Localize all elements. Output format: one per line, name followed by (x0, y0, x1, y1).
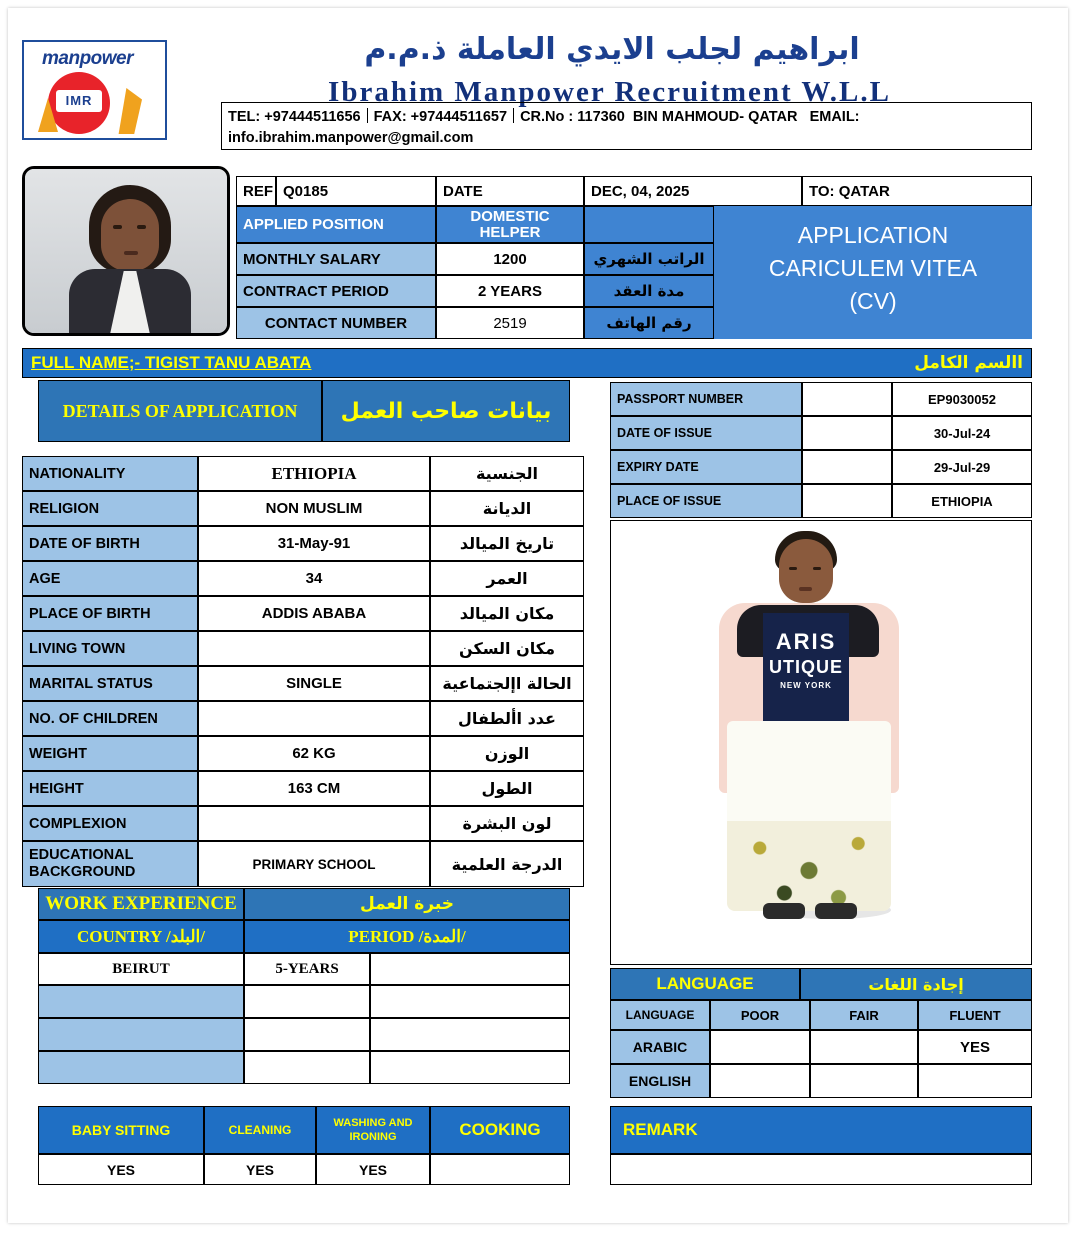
language-col-0: LANGUAGE (610, 1000, 710, 1030)
work-row-0-country: BEIRUT (38, 953, 244, 985)
contract-period-value: 2 YEARS (436, 275, 584, 307)
contract-period-arabic: مدة العقد (584, 275, 714, 307)
skill-label-0: BABY SITTING (38, 1106, 204, 1154)
applicant-portrait-photo (22, 166, 230, 336)
work-col-period: PERIOD /المدة/ (244, 920, 570, 953)
language-row-0-fair (810, 1030, 918, 1064)
detail-label-10: COMPLEXION (22, 806, 198, 841)
detail-value-10 (198, 806, 430, 841)
work-row-1-country (38, 985, 244, 1018)
company-tel: TEL: +97444511656 (228, 109, 361, 125)
passport-label-2: EXPIRY DATE (610, 450, 802, 484)
monthly-salary-arabic: الراتب الشهري (584, 243, 714, 275)
detail-arabic-7: عدد األطفال (430, 701, 584, 736)
language-row-1-fluent (918, 1064, 1032, 1098)
monthly-salary-value: 1200 (436, 243, 584, 275)
application-cv-box-filler (714, 316, 1032, 339)
detail-arabic-9: الطول (430, 771, 584, 806)
applied-position-value: DOMESTIC HELPER (436, 206, 584, 243)
detail-value-4: ADDIS ABABA (198, 596, 430, 631)
company-arabic-title: ابراهيم لجلب الايدي العاملة ذ.م.م (364, 32, 860, 67)
detail-value-7 (198, 701, 430, 736)
detail-label-3: AGE (22, 561, 198, 596)
language-row-0-name: ARABIC (610, 1030, 710, 1064)
detail-value-1: NON MUSLIM (198, 491, 430, 526)
passport-label-1: DATE OF ISSUE (610, 416, 802, 450)
passport-blank-0 (802, 382, 892, 416)
detail-label-2: DATE OF BIRTH (22, 526, 198, 561)
contact-number-value: 2519 (436, 307, 584, 339)
work-row-2-period (244, 1018, 370, 1051)
detail-value-0: ETHIOPIA (198, 456, 430, 491)
company-email-label: EMAIL: (809, 109, 860, 125)
detail-arabic-4: مكان الميالد (430, 596, 584, 631)
language-col-1: POOR (710, 1000, 810, 1030)
language-row-1-fair (810, 1064, 918, 1098)
company-english-title: Ibrahim Manpower Recruitment W.L.L (328, 76, 891, 108)
skill-value-3 (430, 1154, 570, 1185)
photo-shirt-text-3: NEW YORK (780, 681, 832, 690)
logo-circle-icon (48, 72, 110, 134)
passport-label-3: PLACE OF ISSUE (610, 484, 802, 518)
detail-value-5 (198, 631, 430, 666)
detail-arabic-8: الوزن (430, 736, 584, 771)
company-logo (22, 40, 167, 140)
remark-label: REMARK (610, 1106, 1032, 1154)
date-value: DEC, 04, 2025 (584, 176, 802, 206)
work-row-3-extra (370, 1051, 570, 1084)
passport-label-0: PASSPORT NUMBER (610, 382, 802, 416)
language-row-1-name: ENGLISH (610, 1064, 710, 1098)
passport-blank-1 (802, 416, 892, 450)
work-row-0-period: 5-YEARS (244, 953, 370, 985)
skill-value-2: YES (316, 1154, 430, 1185)
detail-label-5: LIVING TOWN (22, 631, 198, 666)
photo-shirt-text-2: UTIQUE (768, 657, 843, 677)
detail-label-7: NO. OF CHILDREN (22, 701, 198, 736)
remark-value (610, 1154, 1032, 1185)
monthly-salary-label: MONTHLY SALARY (236, 243, 436, 275)
detail-label-1: RELIGION (22, 491, 198, 526)
skill-value-0: YES (38, 1154, 204, 1185)
ref-label: REF (236, 176, 276, 206)
skill-value-1: YES (204, 1154, 316, 1185)
destination-value: TO: QATAR (802, 176, 1032, 206)
detail-value-9: 163 CM (198, 771, 430, 806)
detail-label-11: EDUCATIONAL BACKGROUND (22, 841, 198, 887)
logo-word: manpower (42, 48, 134, 69)
logo-abbr: IMR (56, 90, 102, 112)
detail-arabic-5: مكان السكن (430, 631, 584, 666)
passport-blank-2 (802, 450, 892, 484)
passport-value-2: 29-Jul-29 (892, 450, 1032, 484)
passport-value-1: 30-Jul-24 (892, 416, 1032, 450)
detail-label-8: WEIGHT (22, 736, 198, 771)
application-cv-box (714, 206, 1032, 316)
passport-value-0: EP9030052 (892, 382, 1032, 416)
detail-arabic-0: الجنسية (430, 456, 584, 491)
language-col-3: FLUENT (918, 1000, 1032, 1030)
application-cv-line2: CARICULEM VITEA (768, 255, 978, 281)
detail-arabic-6: الحالة اإلجتماعية (430, 666, 584, 701)
photo-shirt-text-1: ARIS (775, 629, 837, 654)
logo-figure-right-icon (116, 88, 142, 134)
work-row-1-period (244, 985, 370, 1018)
passport-value-3: ETHIOPIA (892, 484, 1032, 518)
full-name-bar (22, 348, 1032, 378)
detail-value-2: 31-May-91 (198, 526, 430, 561)
full-name-arabic: االسم الكامل (914, 353, 1023, 373)
top-info-table (236, 176, 1032, 348)
applicant-full-body-photo (610, 520, 1032, 965)
language-header-arabic: إجادة اللغات (800, 968, 1032, 1000)
details-header-arabic: بيانات صاحب العمل (322, 380, 570, 442)
details-header-english: DETAILS OF APPLICATION (38, 380, 322, 442)
company-email: info.ibrahim.manpower@gmail.com (228, 130, 474, 146)
work-experience-header-arabic: خبرة العمل (244, 888, 570, 920)
detail-value-8: 62 KG (198, 736, 430, 771)
detail-label-6: MARITAL STATUS (22, 666, 198, 701)
company-location: BIN MAHMOUD- QATAR (632, 109, 798, 125)
detail-label-9: HEIGHT (22, 771, 198, 806)
work-row-1-extra (370, 985, 570, 1018)
detail-arabic-3: العمر (430, 561, 584, 596)
ref-value: Q0185 (276, 176, 436, 206)
work-row-0-extra (370, 953, 570, 985)
skill-label-1: CLEANING (204, 1106, 316, 1154)
language-header-english: LANGUAGE (610, 968, 800, 1000)
detail-label-0: NATIONALITY (22, 456, 198, 491)
company-fax: FAX: +97444511657 (373, 109, 508, 125)
company-contact-box (221, 102, 1032, 150)
cv-sheet (8, 8, 1068, 1223)
full-name-english: FULL NAME;- TIGIST TANU ABATA (31, 353, 312, 372)
application-cv-line3: (CV) (849, 288, 897, 314)
skill-label-2: WASHING AND IRONING (316, 1106, 430, 1154)
work-row-2-country (38, 1018, 244, 1051)
detail-arabic-2: تاريخ الميالد (430, 526, 584, 561)
skill-label-3: COOKING (430, 1106, 570, 1154)
application-cv-line1: APPLICATION (797, 222, 949, 248)
language-row-0-fluent: YES (918, 1030, 1032, 1064)
detail-arabic-10: لون البشرة (430, 806, 584, 841)
date-label: DATE (436, 176, 584, 206)
company-cr: CR.No : 117360 (520, 109, 625, 125)
applied-position-label: APPLIED POSITION (236, 206, 436, 243)
work-row-3-country (38, 1051, 244, 1084)
detail-arabic-11: الدرجة العلمية (430, 841, 584, 887)
work-row-2-extra (370, 1018, 570, 1051)
language-row-0-poor (710, 1030, 810, 1064)
language-row-1-poor (710, 1064, 810, 1098)
language-col-2: FAIR (810, 1000, 918, 1030)
detail-value-3: 34 (198, 561, 430, 596)
work-col-country: COUNTRY /البلد/ (38, 920, 244, 953)
contract-period-label: CONTRACT PERIOD (236, 275, 436, 307)
contact-number-label: CONTACT NUMBER (236, 307, 436, 339)
detail-value-6: SINGLE (198, 666, 430, 701)
work-row-3-period (244, 1051, 370, 1084)
contact-number-arabic: رقم الهاتف (584, 307, 714, 339)
applied-position-arabic-blank (584, 206, 714, 243)
detail-label-4: PLACE OF BIRTH (22, 596, 198, 631)
detail-value-11: PRIMARY SCHOOL (198, 841, 430, 887)
work-experience-header-english: WORK EXPERIENCE (38, 888, 244, 920)
detail-arabic-1: الديانة (430, 491, 584, 526)
passport-blank-3 (802, 484, 892, 518)
